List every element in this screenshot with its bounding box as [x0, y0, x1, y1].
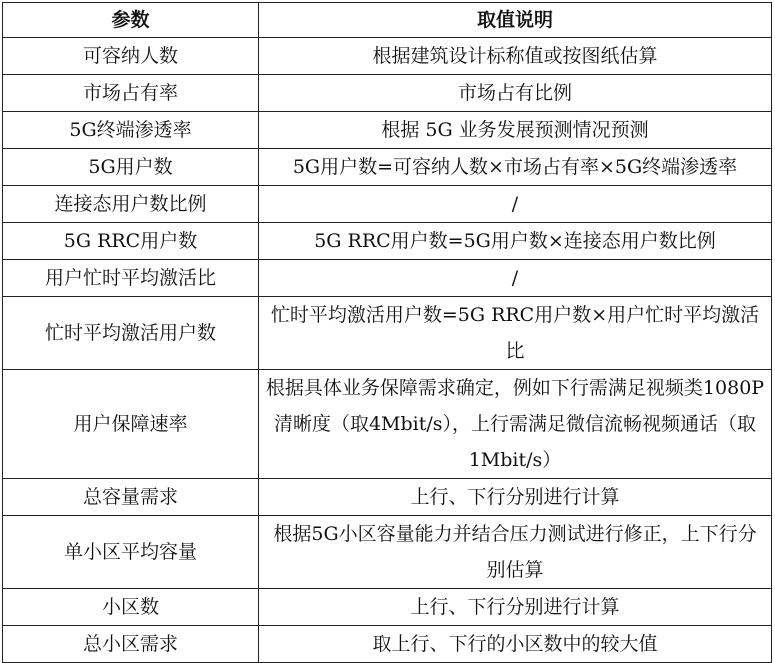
value-cell: /: [259, 260, 772, 297]
value-cell: 取上行、下行的小区数中的较大值: [259, 626, 772, 663]
table-row: [3, 186, 772, 223]
param-cell: 用户忙时平均激活比: [3, 260, 259, 297]
value-cell: 5G用户数=可容纳人数×市场占有率×5G终端渗透率: [259, 149, 772, 186]
table-row: [3, 223, 772, 260]
value-cell: 市场占有比例: [259, 75, 772, 112]
param-cell: 总容量需求: [3, 479, 259, 516]
header-param: 参数: [3, 3, 259, 38]
param-cell: 小区数: [3, 589, 259, 626]
document-page: [2, 2, 772, 663]
value-cell: 5G RRC用户数=5G用户数×连接态用户数比例: [259, 223, 772, 260]
param-cell: 总小区需求: [3, 626, 259, 663]
value-cell: 上行、下行分别进行计算: [259, 479, 772, 516]
table-row: [3, 112, 772, 149]
param-cell: 忙时平均激活用户数: [3, 297, 259, 370]
table-row: [3, 370, 772, 479]
value-cell: 根据具体业务保障需求确定，例如下行需满足视频类1080P清晰度（取4Mbit/s），上行需满足微信流畅视频通话（取1Mbit/s）: [259, 370, 772, 479]
parameter-table: [2, 2, 772, 663]
table-row: [3, 479, 772, 516]
value-cell: 上行、下行分别进行计算: [259, 589, 772, 626]
param-cell: 5G RRC用户数: [3, 223, 259, 260]
param-cell: 5G终端渗透率: [3, 112, 259, 149]
table-row: [3, 589, 772, 626]
value-cell: /: [259, 186, 772, 223]
table-header-row: [3, 3, 772, 38]
param-cell: 连接态用户数比例: [3, 186, 259, 223]
value-cell: 根据建筑设计标称值或按图纸估算: [259, 38, 772, 75]
table-row: [3, 149, 772, 186]
value-cell: 根据5G小区容量能力并结合压力测试进行修正，上下行分别估算: [259, 516, 772, 589]
table-row: [3, 75, 772, 112]
table-row: [3, 38, 772, 75]
table-row: [3, 626, 772, 663]
table-row: [3, 516, 772, 589]
header-value: 取值说明: [259, 3, 772, 38]
param-cell: 市场占有率: [3, 75, 259, 112]
param-cell: 可容纳人数: [3, 38, 259, 75]
value-cell: 忙时平均激活用户数=5G RRC用户数×用户忙时平均激活比: [259, 297, 772, 370]
table-row: [3, 260, 772, 297]
value-cell: 根据 5G 业务发展预测情况预测: [259, 112, 772, 149]
param-cell: 用户保障速率: [3, 370, 259, 479]
table-row: [3, 297, 772, 370]
param-cell: 单小区平均容量: [3, 516, 259, 589]
param-cell: 5G用户数: [3, 149, 259, 186]
